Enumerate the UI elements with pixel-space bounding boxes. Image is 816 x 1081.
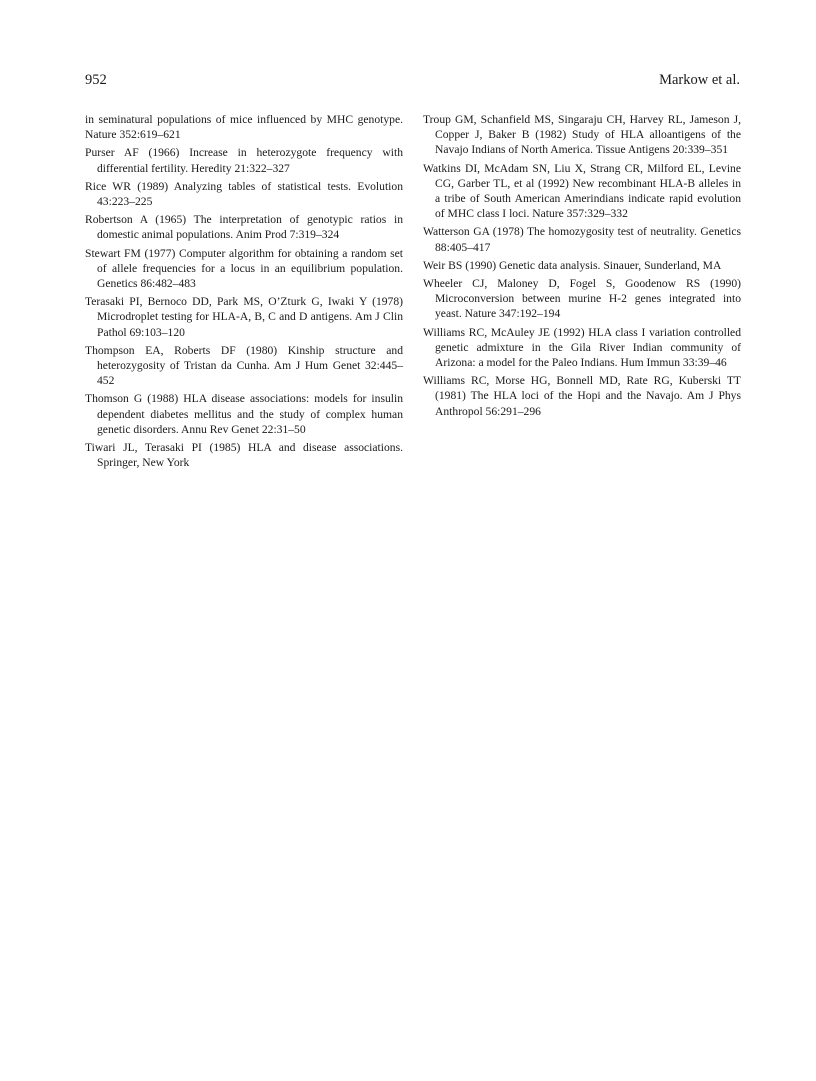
running-head: Markow et al. <box>659 72 740 88</box>
reference-entry: Wheeler CJ, Maloney D, Fogel S, Goodenow RS (1990) Microconversion between murine H-2 genes integrated into yeast. Nature 347:192–194 <box>423 277 741 321</box>
page-header <box>85 72 740 92</box>
reference-entry: in seminatural populations of mice influenced by MHC genotype. Nature 352:619–621 <box>85 113 403 142</box>
page-number: 952 <box>85 72 107 88</box>
reference-entry: Stewart FM (1977) Computer algorithm for obtaining a random set of allele frequencies for a locus in an equilibrium population. Genetics 86:482–483 <box>85 246 403 291</box>
references-right-column <box>423 112 741 422</box>
reference-entry: Watkins DI, McAdam SN, Liu X, Strang CR, Milford EL, Levine CG, Garber TL, et al (1992) New recombinant HLA-B alleles in a tribe of South American Amerindians indicate rapid evolution of MHC class I loci. Nature 357:329–332 <box>423 161 741 221</box>
reference-entry: Rice WR (1989) Analyzing tables of statistical tests. Evolution 43:223–225 <box>85 179 403 209</box>
reference-entry: Robertson A (1965) The interpretation of genotypic ratios in domestic animal populations. Anim Prod 7:319–324 <box>85 213 403 242</box>
reference-entry: Purser AF (1966) Increase in heterozygote frequency with differential fertility. Heredity 21:322–327 <box>85 146 403 175</box>
reference-entry: Troup GM, Schanfield MS, Singaraju CH, Harvey RL, Jameson J, Copper J, Baker B (1982) Study of HLA alloantigens of the Navajo Indians of North America. Tissue Antigens 20:339–351 <box>423 113 741 157</box>
reference-entry: Thomson G (1988) HLA disease associations: models for insulin dependent diabetes mellitus and the study of complex human genetic disorders. Annu Rev Genet 22:31–50 <box>85 392 403 436</box>
references-left-column <box>85 112 403 473</box>
reference-entry: Williams RC, Morse HG, Bonnell MD, Rate RG, Kuberski TT (1981) The HLA loci of the Hopi and the Navajo. Am J Phys Anthropol 56:291–296 <box>423 374 741 418</box>
reference-entry: Tiwari JL, Terasaki PI (1985) HLA and disease associations. Springer, New York <box>85 441 403 470</box>
reference-entry: Thompson EA, Roberts DF (1980) Kinship structure and heterozygosity of Tristan da Cunha. Am J Hum Genet 32:445–452 <box>85 343 403 388</box>
reference-entry: Watterson GA (1978) The homozygosity test of neutrality. Genetics 88:405–417 <box>423 225 741 254</box>
reference-entry: Weir BS (1990) Genetic data analysis. Sinauer, Sunderland, MA <box>423 258 722 272</box>
reference-entry: Terasaki PI, Bernoco DD, Park MS, O’Zturk G, Iwaki Y (1978) Microdroplet testing for HLA-A, B, C and D antigens. Am J Clin Pathol 69:103–120 <box>85 295 403 339</box>
reference-entry: Williams RC, McAuley JE (1992) HLA class I variation controlled genetic admixture in the Gila River Indian community of Arizona: a model for the Paleo Indians. Hum Immun 33:39–46 <box>423 325 741 370</box>
